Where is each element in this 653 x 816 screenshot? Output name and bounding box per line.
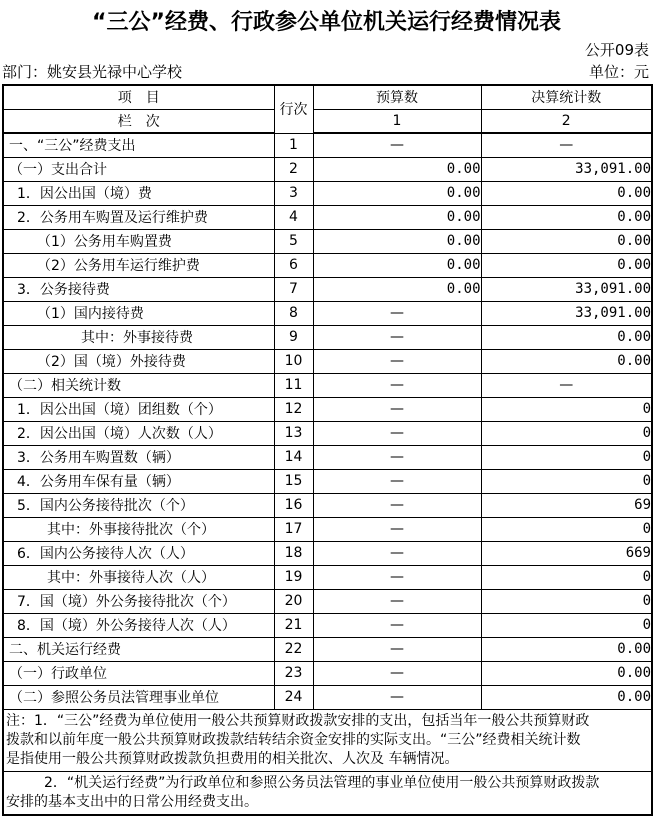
line-number-cell: 14 <box>274 445 313 469</box>
table-row <box>3 253 652 277</box>
table-row <box>3 589 652 613</box>
final-cell: 0 <box>481 589 652 613</box>
note-row <box>3 771 652 815</box>
table-row <box>3 565 652 589</box>
budget-cell: 0.00 <box>313 157 481 181</box>
item-label-cell: 4．公务用车保有量（辆） <box>3 469 274 493</box>
table-row <box>3 541 652 565</box>
final-cell: 0.00 <box>481 181 652 205</box>
final-cell: 0.00 <box>481 661 652 685</box>
line-number-cell: 19 <box>274 565 313 589</box>
item-label-cell: 2．公务用车购置及运行维护费 <box>3 205 274 229</box>
final-cell: 33,091.00 <box>481 301 652 325</box>
budget-cell: — <box>313 397 481 421</box>
table-row <box>3 301 652 325</box>
col-header-final: 决算统计数 <box>481 85 652 109</box>
item-label-cell: 1．因公出国（境）团组数（个） <box>3 397 274 421</box>
line-number-cell: 23 <box>274 661 313 685</box>
table-row <box>3 637 652 661</box>
budget-cell: — <box>313 301 481 325</box>
budget-cell: — <box>313 685 481 709</box>
item-label-cell: 其中：外事接待人次（人） <box>3 565 274 589</box>
item-label-cell: 7．国（境）外公务接待批次（个） <box>3 589 274 613</box>
table-row <box>3 661 652 685</box>
note-line: 拨款和以前年度一般公共预算财政拨款结转结余资金安排的实际支出。“三公”经费相关统计数 <box>6 731 581 748</box>
item-label-cell: （一）行政单位 <box>3 661 274 685</box>
line-number-cell: 5 <box>274 229 313 253</box>
final-cell: 0 <box>481 397 652 421</box>
budget-cell: — <box>313 421 481 445</box>
final-cell: 0.00 <box>481 349 652 373</box>
table-row <box>3 229 652 253</box>
form-number: 公开09表 <box>584 41 649 59</box>
item-label-cell: （一）支出合计 <box>3 157 274 181</box>
line-number-cell: 4 <box>274 205 313 229</box>
final-cell: 33,091.00 <box>481 157 652 181</box>
table-row <box>3 685 652 709</box>
line-number-cell: 3 <box>274 181 313 205</box>
note-line: 注：1．“三公”经费为单位使用一般公共预算财政拨款安排的支出，包括当年一般公共预算财政 <box>6 712 590 729</box>
final-cell: 0 <box>481 421 652 445</box>
table-row <box>3 349 652 373</box>
budget-cell: — <box>313 325 481 349</box>
budget-cell: — <box>313 517 481 541</box>
budget-cell: — <box>313 349 481 373</box>
item-label-cell: （2）公务用车运行维护费 <box>3 253 274 277</box>
line-number-cell: 1 <box>274 133 313 157</box>
col-header-column-label: 栏 次 <box>3 109 274 133</box>
item-label-cell: 2．因公出国（境）人次数（人） <box>3 421 274 445</box>
expense-table <box>2 84 653 816</box>
final-cell: 0.00 <box>481 205 652 229</box>
final-cell: 669 <box>481 541 652 565</box>
line-number-cell: 11 <box>274 373 313 397</box>
budget-cell: 0.00 <box>313 181 481 205</box>
final-cell: — <box>481 373 652 397</box>
col-header-item: 项 目 <box>3 85 274 109</box>
final-cell: 0 <box>481 445 652 469</box>
table-row <box>3 469 652 493</box>
item-label-cell: 8．国（境）外公务接待人次（人） <box>3 613 274 637</box>
final-cell: 0.00 <box>481 685 652 709</box>
col-header-budget: 预算数 <box>313 85 481 109</box>
budget-cell: 0.00 <box>313 229 481 253</box>
line-number-cell: 2 <box>274 157 313 181</box>
line-number-cell: 17 <box>274 517 313 541</box>
table-header <box>3 85 652 133</box>
budget-cell: — <box>313 565 481 589</box>
table-row <box>3 157 652 181</box>
line-number-cell: 9 <box>274 325 313 349</box>
final-cell: 0 <box>481 565 652 589</box>
line-number-cell: 16 <box>274 493 313 517</box>
table-row <box>3 325 652 349</box>
table-row <box>3 397 652 421</box>
budget-cell: — <box>313 637 481 661</box>
budget-cell: — <box>313 589 481 613</box>
final-cell: 0.00 <box>481 253 652 277</box>
line-number-cell: 7 <box>274 277 313 301</box>
line-number-cell: 18 <box>274 541 313 565</box>
table-body <box>3 133 652 815</box>
col-header-line-no: 行次 <box>274 85 313 133</box>
table-row <box>3 493 652 517</box>
line-number-cell: 24 <box>274 685 313 709</box>
note-line: 安排的基本支出中的日常公用经费支出。 <box>6 793 258 810</box>
header-row-2 <box>3 109 652 133</box>
item-label-cell: （二）相关统计数 <box>3 373 274 397</box>
budget-cell: 0.00 <box>313 205 481 229</box>
budget-cell: — <box>313 469 481 493</box>
item-label-cell: 6．国内公务接待人次（人） <box>3 541 274 565</box>
table-row <box>3 205 652 229</box>
budget-cell: — <box>313 613 481 637</box>
line-number-cell: 13 <box>274 421 313 445</box>
final-cell: 0 <box>481 469 652 493</box>
line-number-cell: 12 <box>274 397 313 421</box>
item-label-cell: （二）参照公务员法管理事业单位 <box>3 685 274 709</box>
table-row <box>3 421 652 445</box>
budget-cell: — <box>313 373 481 397</box>
line-number-cell: 15 <box>274 469 313 493</box>
table-row <box>3 445 652 469</box>
item-label-cell: 5．国内公务接待批次（个） <box>3 493 274 517</box>
table-row <box>3 373 652 397</box>
note-cell <box>3 709 652 771</box>
col-number-budget: 1 <box>313 109 481 133</box>
note-line: 2．“机关运行经费”为行政单位和参照公务员法管理的事业单位使用一般公共预算财政拨款 <box>44 774 600 791</box>
budget-cell: 0.00 <box>313 277 481 301</box>
item-label-cell: 二、机关运行经费 <box>3 637 274 661</box>
line-number-cell: 6 <box>274 253 313 277</box>
line-number-cell: 20 <box>274 589 313 613</box>
table-row <box>3 277 652 301</box>
final-cell: 0.00 <box>481 637 652 661</box>
header-row-1 <box>3 85 652 109</box>
table-row <box>3 613 652 637</box>
item-label-cell: 3．公务用车购置数（辆） <box>3 445 274 469</box>
item-label-cell: 其中：外事接待批次（个） <box>3 517 274 541</box>
final-cell: — <box>481 133 652 157</box>
table-row <box>3 517 652 541</box>
line-number-cell: 8 <box>274 301 313 325</box>
item-label-cell: （2）国（境）外接待费 <box>3 349 274 373</box>
line-number-cell: 22 <box>274 637 313 661</box>
item-label-cell: 其中：外事接待费 <box>3 325 274 349</box>
final-cell: 0.00 <box>481 229 652 253</box>
item-label-cell: 3．公务接待费 <box>3 277 274 301</box>
line-number-cell: 21 <box>274 613 313 637</box>
item-label-cell: 1．因公出国（境）费 <box>3 181 274 205</box>
budget-cell: — <box>313 445 481 469</box>
final-cell: 33,091.00 <box>481 277 652 301</box>
note-line: 是指使用一般公共预算财政拨款负担费用的相关批次、人次及 车辆情况。 <box>6 750 459 767</box>
budget-cell: 0.00 <box>313 253 481 277</box>
note-cell <box>3 771 652 815</box>
final-cell: 0.00 <box>481 325 652 349</box>
item-label-cell: （1）国内接待费 <box>3 301 274 325</box>
budget-cell: — <box>313 493 481 517</box>
budget-cell: — <box>313 661 481 685</box>
final-cell: 0 <box>481 517 652 541</box>
unit-label: 单位：元 <box>588 63 649 81</box>
final-cell: 69 <box>481 493 652 517</box>
page-title: “三公”经费、行政参公单位机关运行经费情况表 <box>92 10 561 35</box>
final-cell: 0 <box>481 613 652 637</box>
col-number-final: 2 <box>481 109 652 133</box>
item-label-cell: （1）公务用车购置费 <box>3 229 274 253</box>
department-label: 部门：姚安县光禄中心学校 <box>2 63 183 81</box>
table-row <box>3 133 652 157</box>
meta-row <box>0 61 653 82</box>
budget-cell: — <box>313 541 481 565</box>
budget-cell: — <box>313 133 481 157</box>
note-row <box>3 709 652 771</box>
line-number-cell: 10 <box>274 349 313 373</box>
table-row <box>3 181 652 205</box>
item-label-cell: 一、“三公”经费支出 <box>3 133 274 157</box>
